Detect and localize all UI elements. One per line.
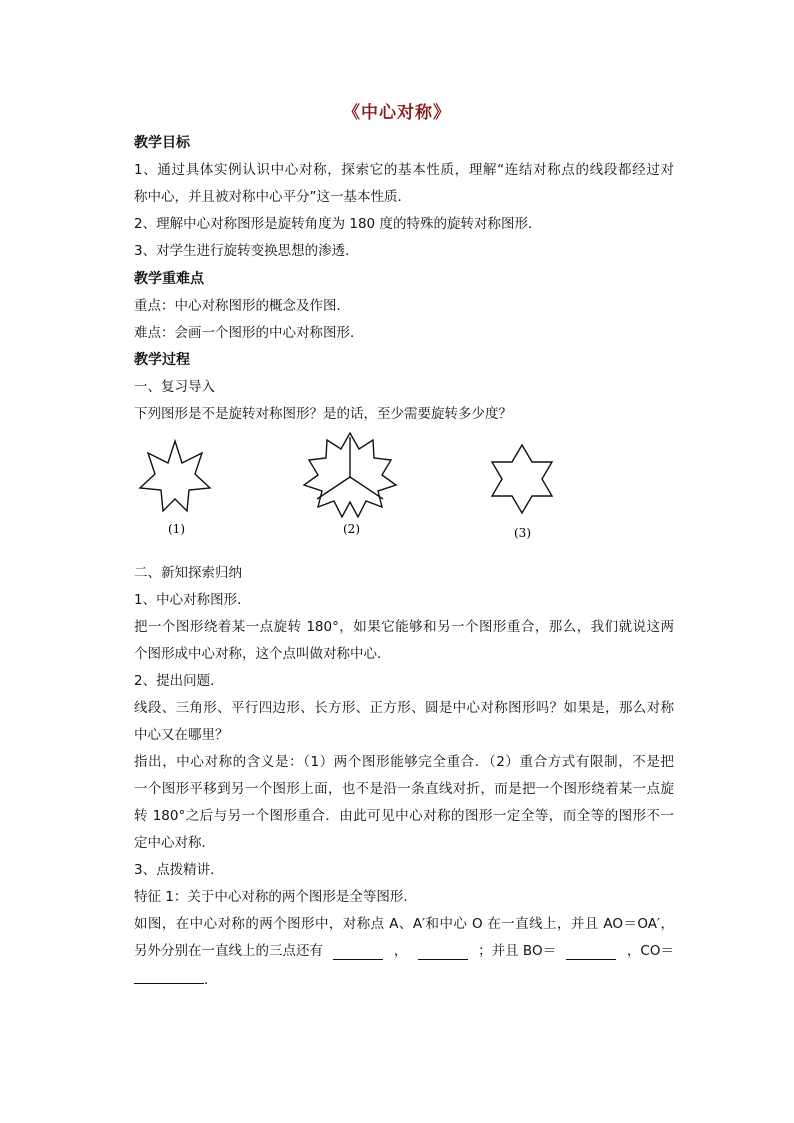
question-2-line-b: 中心又在哪里？ [134,727,229,743]
section-heading-process: 教学过程 [134,352,190,368]
example-line-a: 如图，在中心对称的两个图形中，对称点 A、A′和中心 O 在一直线上，并且 AO＝OA′， [134,916,674,932]
section-heading-key-points: 教学重难点 [134,271,204,287]
example-text-1: 另外分别在一直线上的三点还有 [134,943,323,959]
example-text-4: ，CO＝ [626,943,674,959]
example-line-c [134,969,674,989]
goal-1-line-b: 称中心，并且被对称中心平分”这一基本性质． [134,189,411,205]
blank-2[interactable] [418,945,468,960]
definition-line-a: 把一个图形绕着某一点旋转 180°，如果它能够和另一个图形重合，那么，我们就说这两 [134,619,674,635]
difficult-point: 难点：会画一个图形的中心对称图形． [134,325,364,341]
definition-line-b: 个图形成中心对称，这个点叫做对称中心． [134,646,391,662]
example-text-5: ． [204,972,218,988]
goal-3: 3、对学生进行旋转变换思想的渗透． [134,243,359,259]
blank-3[interactable] [566,945,616,960]
figure-label-2: (2) [343,522,360,536]
figure-label-1: (1) [168,522,185,536]
note-line-b: 一个图形平移到另一个图形上面，也不是沿一条直线对折，而是把一个图形绕着某一点旋 [134,781,674,797]
subsection-3: 3、点拨精讲． [134,862,224,878]
note-line-c: 转 180°之后与另一个图形重合．由此可见中心对称的图形一定全等，而全等的图形不一 [134,808,674,824]
review-question: 下列图形是不是旋转对称图形？是的话，至少需要旋转多少度？ [134,406,512,422]
note-line-d: 定中心对称． [134,835,215,851]
example-line-b [134,942,674,960]
star-figure-3 [492,445,552,513]
note-line-a: 指出，中心对称的含义是：（1）两个图形能够完全重合．（2）重合方式有限制，不是把 [134,754,674,770]
blank-1[interactable] [333,945,383,960]
page-title: 《中心对称》 [343,103,451,123]
subsection-1: 1、中心对称图形． [134,592,251,608]
key-point: 重点：中心对称图形的概念及作图． [134,298,350,314]
star-figure-2 [304,433,396,517]
figure-label-3: (3) [514,526,531,540]
star-figure-1 [140,441,210,511]
part-1-heading: 一、复习导入 [134,379,215,395]
blank-4[interactable] [134,969,204,984]
part-2-heading: 二、新知探索归纳 [134,565,242,581]
goal-1-line-a: 1、通过具体实例认识中心对称，探索它的基本性质，理解“连结对称点的线段都经过对 [134,162,674,178]
example-text-3: ；并且 BO＝ [478,943,557,959]
example-text-2: ， [393,943,408,959]
subsection-2: 2、提出问题． [134,673,224,689]
star-figures [120,425,560,555]
question-2-line-a: 线段、三角形、平行四边形、长方形、正方形、圆是中心对称图形吗？如果是，那么对称 [134,700,674,716]
section-heading-goals: 教学目标 [134,135,190,151]
goal-2: 2、理解中心对称图形是旋转角度为 180 度的特殊的旋转对称图形． [134,216,542,232]
feature-1: 特征 1：关于中心对称的两个图形是全等图形． [134,889,417,905]
